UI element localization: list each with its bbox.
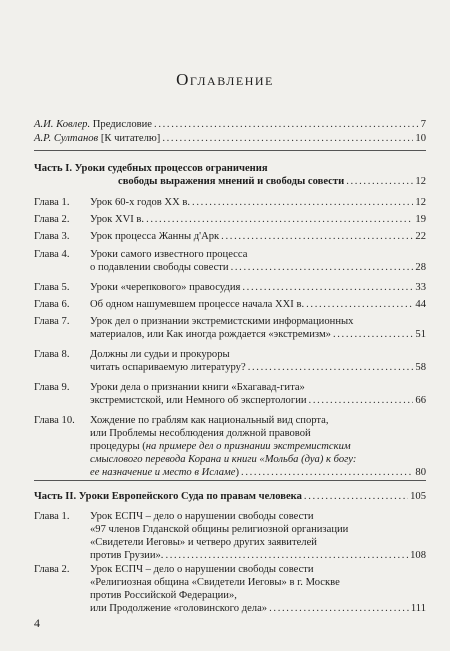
- chapter-title: Урок XVI в.: [90, 214, 145, 225]
- chapter-title: Уроки дела о признании книги «Бхагавад-гита»: [90, 382, 305, 393]
- page-title: Оглавление: [176, 70, 274, 89]
- entry-page: 44: [415, 299, 426, 310]
- toc-entry-p1-ch3[interactable]: [34, 230, 426, 243]
- chapter-title: ): [235, 467, 240, 478]
- chapter-title: Урок ЕСПЧ – дело о нарушении свободы совести: [90, 511, 314, 522]
- chapter-title: читать оспариваемую литературу?: [90, 362, 246, 373]
- chapter-title: Урок 60-х годов XX в.: [90, 197, 191, 208]
- entry-page: 12: [415, 197, 426, 208]
- dot-leader: [306, 298, 413, 311]
- entry-title: Предисловие: [90, 119, 153, 130]
- divider: [34, 150, 426, 151]
- part-heading-1[interactable]: [34, 162, 426, 188]
- part-heading-line: Часть I. Уроки судебных процессов ограничения: [34, 163, 268, 174]
- toc-entry-p1-ch10[interactable]: [34, 414, 426, 479]
- toc-entry-p2-ch1[interactable]: [34, 510, 426, 562]
- dot-leader: [242, 281, 413, 294]
- divider: [34, 480, 426, 481]
- chapter-number: Глава 8.: [34, 349, 70, 360]
- chapter-title: «Религиозная община «Свидетели Иеговы» в г. Москве: [90, 577, 340, 588]
- toc-entry-p1-ch4[interactable]: [34, 248, 426, 274]
- chapter-number: Глава 9.: [34, 382, 70, 393]
- toc-entry-p1-ch1[interactable]: [34, 196, 426, 209]
- part-heading-line: свободы выражения мнений и свободы совести: [118, 176, 345, 187]
- chapter-title: «97 членов Глданской общины религиозной организации: [90, 524, 349, 535]
- chapter-title: материалов, или Как иногда рождается «экстремизм»: [90, 329, 331, 340]
- page-number: 4: [34, 616, 40, 630]
- toc-entry-p1-ch5[interactable]: [34, 281, 426, 294]
- toc-entry-preface[interactable]: [34, 118, 426, 131]
- dot-leader: [346, 175, 413, 188]
- chapter-number: Глава 1.: [34, 511, 70, 522]
- chapter-number: Глава 2.: [34, 564, 70, 575]
- chapter-number: Глава 5.: [34, 282, 70, 293]
- toc-entry-p1-ch9[interactable]: [34, 381, 426, 407]
- entry-page: 33: [415, 282, 426, 293]
- toc-entry-p1-ch8[interactable]: [34, 348, 426, 374]
- entry-author: А.И. Ковлер.: [34, 119, 91, 130]
- dot-leader: [309, 394, 414, 407]
- chapter-number: Глава 3.: [34, 231, 70, 242]
- entry-page: 10: [415, 133, 426, 144]
- entry-title: [К читателю]: [98, 133, 161, 144]
- dot-leader: [231, 261, 414, 274]
- toc-entry-p1-ch7[interactable]: [34, 315, 426, 341]
- chapter-title: Об одном нашумевшем процессе начала XXI в.: [90, 299, 305, 310]
- chapter-title-italic: смыслового перевода Корана и книги «Мольба (дуа) к богу:: [90, 454, 357, 465]
- toc-entry-reader-note[interactable]: [34, 132, 426, 145]
- entry-page: 66: [415, 395, 426, 406]
- dot-leader: [221, 230, 413, 243]
- chapter-title-italic: на примере дел о признании экстремистским: [145, 441, 351, 452]
- dot-leader: [146, 213, 413, 226]
- toc-entry-p2-ch2[interactable]: [34, 563, 426, 615]
- dot-leader: [154, 118, 419, 131]
- chapter-number: Глава 6.: [34, 299, 70, 310]
- toc-entry-p1-ch6[interactable]: [34, 298, 426, 311]
- chapter-title: или Проблемы несоблюдения должной правовой: [90, 428, 311, 439]
- part-heading-2[interactable]: [34, 490, 426, 503]
- chapter-title: «Свидетели Иеговы» и четверо других заявителей: [90, 537, 317, 548]
- chapter-number: Глава 1.: [34, 197, 70, 208]
- chapter-title: против Грузии».: [90, 550, 164, 561]
- chapter-title: Урок ЕСПЧ – дело о нарушении свободы совести: [90, 564, 314, 575]
- dot-leader: [269, 602, 409, 615]
- chapter-title: Уроки самого известного процесса: [90, 249, 248, 260]
- chapter-title: Урок процесса Жанны д'Арк: [90, 231, 220, 242]
- dot-leader: [333, 328, 413, 341]
- chapter-number: Глава 4.: [34, 249, 70, 260]
- entry-page: 12: [415, 176, 426, 187]
- part-heading-line: Часть II. Уроки Европейского Суда по правам человека: [34, 491, 302, 502]
- chapter-title-italic: ее назначение и место в Исламе: [90, 467, 236, 478]
- entry-page: 22: [415, 231, 426, 242]
- entry-page: 80: [415, 467, 426, 478]
- dot-leader: [192, 196, 413, 209]
- entry-page: 108: [410, 550, 426, 561]
- entry-page: 28: [415, 262, 426, 273]
- toc-entry-p1-ch2[interactable]: [34, 213, 426, 226]
- chapter-title: против Российской Федерации»,: [90, 590, 237, 601]
- entry-page: 7: [420, 119, 426, 130]
- entry-page: 111: [410, 603, 426, 614]
- entry-page: 19: [415, 214, 426, 225]
- entry-author: А.Р. Султанов: [34, 133, 99, 144]
- entry-page: 58: [415, 362, 426, 373]
- entry-page: 51: [415, 329, 426, 340]
- dot-leader: [162, 132, 413, 145]
- chapter-number: Глава 7.: [34, 316, 70, 327]
- chapter-number: Глава 10.: [34, 415, 75, 426]
- chapter-title: экстремистской, или Немного об экспертологии: [90, 395, 307, 406]
- chapter-title: о подавлении свободы совести: [90, 262, 229, 273]
- chapter-title: Должны ли судьи и прокуроры: [90, 349, 230, 360]
- dot-leader: [248, 361, 414, 374]
- dot-leader: [241, 466, 413, 479]
- dot-leader: [304, 490, 408, 503]
- chapter-number: Глава 2.: [34, 214, 70, 225]
- chapter-title: или Продолжение «головинского дела»: [90, 603, 268, 614]
- chapter-title: Урок дел о признании экстремистскими информационных: [90, 316, 354, 327]
- dot-leader: [165, 549, 408, 562]
- entry-page: 105: [410, 491, 426, 502]
- chapter-title: Хождение по граблям как национальный вид спорта,: [90, 415, 329, 426]
- chapter-title: процедуры (: [90, 441, 146, 452]
- chapter-title: Уроки «черепкового» правосудия: [90, 282, 241, 293]
